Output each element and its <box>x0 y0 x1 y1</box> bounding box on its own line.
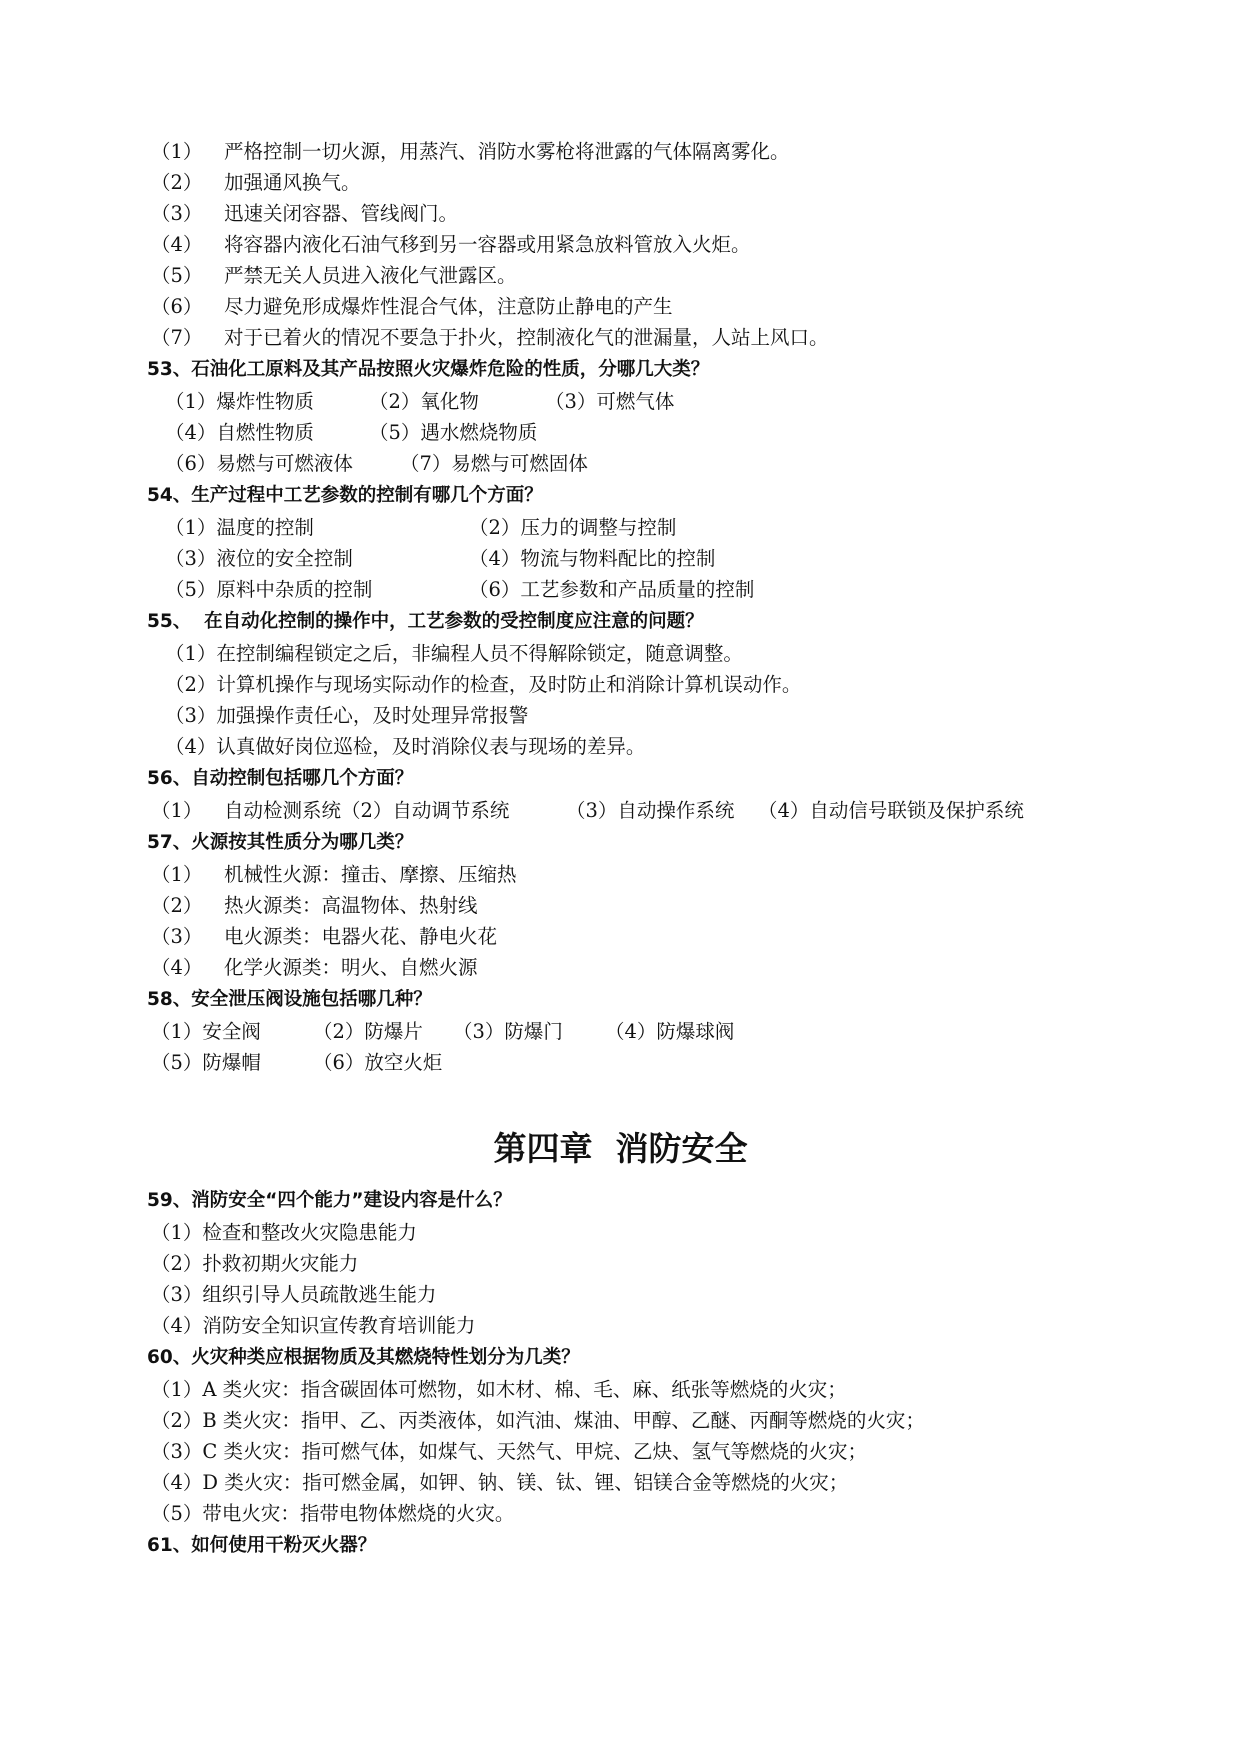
question-60: 60、火灾种类应根据物质及其燃烧特性划分为几类？ <box>147 1347 580 1368</box>
list-item: （3）液位的安全控制 <box>165 547 353 570</box>
list-item: （2）计算机操作与现场实际动作的检查，及时防止和消除计算机误动作。 <box>165 673 802 696</box>
list-item: （3）可燃气体 <box>545 390 675 413</box>
question-55: 55、 在自动化控制的操作中，工艺参数的受控制度应注意的问题？ <box>147 611 704 632</box>
list-item: （2）扑救初期火灾能力 <box>151 1252 359 1275</box>
question-59: 59、消防安全“四个能力”建设内容是什么？ <box>147 1190 512 1211</box>
list-item: （3）组织引导人员疏散逃生能力 <box>151 1283 437 1306</box>
question-56: 56、自动控制包括哪几个方面？ <box>147 768 414 789</box>
list-item: （1）在控制编程锁定之后，非编程人员不得解除锁定，随意调整。 <box>165 642 743 665</box>
list-item: （1）爆炸性物质 <box>165 390 314 413</box>
list-item: （4）自燃性物质 <box>165 421 314 444</box>
list-item: （5）防爆帽 <box>151 1051 261 1074</box>
list-item: （7）易燃与可燃固体 <box>400 452 588 475</box>
list-item: （1）温度的控制 <box>165 516 314 539</box>
list-item: （1） 机械性火源：撞击、摩擦、压缩热 <box>151 863 517 886</box>
list-item: （3）自动操作系统 <box>566 799 735 822</box>
list-item: （4）防爆球阀 <box>605 1020 735 1043</box>
list-item: （1）A 类火灾：指含碳固体可燃物，如木材、棉、毛、麻、纸张等燃烧的火灾； <box>151 1378 847 1401</box>
list-item: （3）加强操作责任心，及时处理异常报警 <box>165 704 529 727</box>
list-item: （2）防爆片 <box>313 1020 423 1043</box>
list-item: （6）放空火炬 <box>313 1051 443 1074</box>
list-item: （6）工艺参数和产品质量的控制 <box>469 578 755 601</box>
list-item: （1） 严格控制一切火源，用蒸汽、消防水雾枪将泄露的气体隔离雾化。 <box>151 140 790 163</box>
list-item: （1）检查和整改火灾隐患能力 <box>151 1221 417 1244</box>
list-item: （6） 尽力避免形成爆炸性混合气体，注意防止静电的产生 <box>151 295 673 318</box>
list-item: （4）物流与物料配比的控制 <box>469 547 716 570</box>
list-item: （4）认真做好岗位巡检，及时消除仪表与现场的差异。 <box>165 735 646 758</box>
list-item: （1）安全阀 <box>151 1020 261 1043</box>
list-item: （2） 加强通风换气。 <box>151 171 361 194</box>
question-58: 58、安全泄压阀设施包括哪几种？ <box>147 989 432 1010</box>
list-item: （5）原料中杂质的控制 <box>165 578 373 601</box>
list-item: （2） 热火源类：高温物体、热射线 <box>151 894 478 917</box>
list-item: （1） 自动检测系统（2）自动调节系统 <box>151 799 510 822</box>
question-57: 57、火源按其性质分为哪几类？ <box>147 832 414 853</box>
list-item: （5）带电火灾：指带电物体燃烧的火灾。 <box>151 1502 515 1525</box>
list-item: （2）氧化物 <box>369 390 479 413</box>
list-item: （2）B 类火灾：指甲、乙、丙类液体，如汽油、煤油、甲醇、乙醚、丙酮等燃烧的火灾； <box>151 1409 925 1432</box>
list-item: （3） 电火源类：电器火花、静电火花 <box>151 925 498 948</box>
question-54: 54、生产过程中工艺参数的控制有哪几个方面？ <box>147 485 543 506</box>
list-item: （4） 将容器内液化石油气移到另一容器或用紧急放料管放入火炬。 <box>151 233 751 256</box>
list-item: （7） 对于已着火的情况不要急于扑火，控制液化气的泄漏量，人站上风口。 <box>151 326 829 349</box>
question-61: 61、如何使用干粉灭火器？ <box>147 1535 377 1556</box>
list-item: （5） 严禁无关人员进入液化气泄露区。 <box>151 264 517 287</box>
list-item: （4）消防安全知识宣传教育培训能力 <box>151 1314 476 1337</box>
list-item: （3）C 类火灾：指可燃气体，如煤气、天然气、甲烷、乙炔、氢气等燃烧的火灾； <box>151 1440 868 1463</box>
chapter-title: 第四章 消防安全 <box>493 1129 748 1168</box>
list-item: （3）防爆门 <box>453 1020 563 1043</box>
list-item: （5）遇水燃烧物质 <box>369 421 538 444</box>
list-item: （3） 迅速关闭容器、管线阀门。 <box>151 202 459 225</box>
list-item: （4）自动信号联锁及保护系统 <box>758 799 1024 822</box>
list-item: （4）D 类火灾：指可燃金属，如钾、钠、镁、钛、锂、铝镁合金等燃烧的火灾； <box>151 1471 849 1494</box>
question-53: 53、石油化工原料及其产品按照火灾爆炸危险的性质，分哪几大类？ <box>147 359 710 380</box>
list-item: （6）易燃与可燃液体 <box>165 452 353 475</box>
list-item: （4） 化学火源类：明火、自燃火源 <box>151 956 478 979</box>
list-item: （2）压力的调整与控制 <box>469 516 677 539</box>
